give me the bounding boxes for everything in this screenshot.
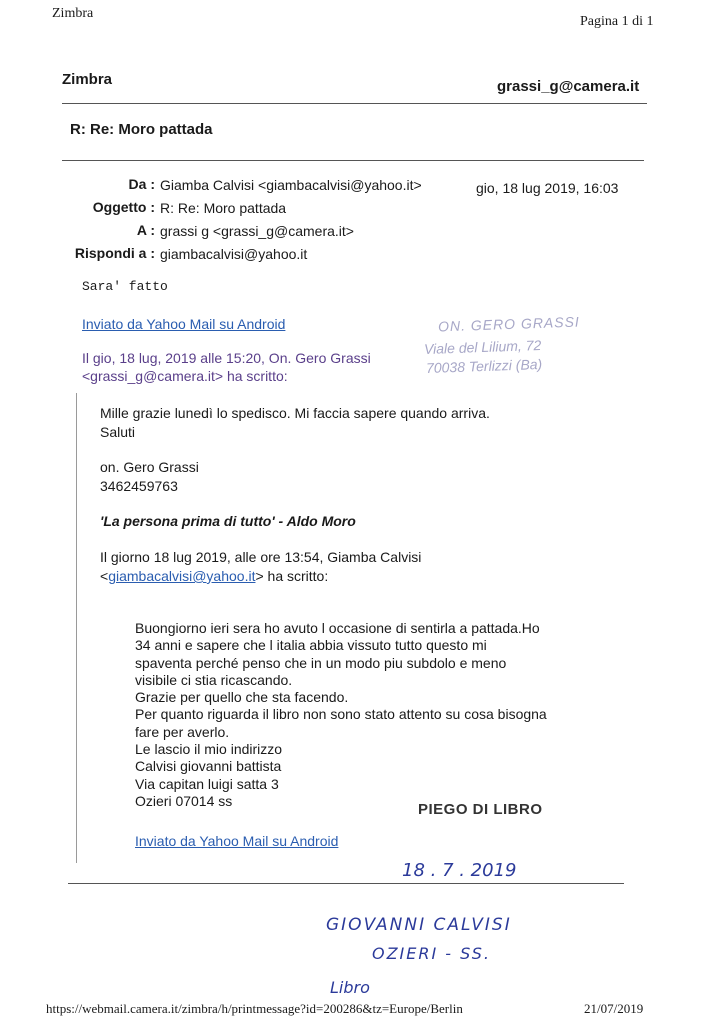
inner-intro-lt: < <box>100 568 109 584</box>
inner-message <box>135 620 547 810</box>
inner-intro-line-1: Il giorno 18 lug 2019, alle ore 13:54, Giamba Calvisi <box>100 549 422 565</box>
handwritten-note: Libro <box>330 978 370 997</box>
print-app-name: Zimbra <box>52 6 94 21</box>
inner-intro-line-2 <box>100 568 328 584</box>
subject-label: Oggetto : <box>92 199 155 215</box>
reply-text: Sara' fatto <box>82 279 168 294</box>
from-label: Da : <box>128 176 155 192</box>
print-page-number: Pagina 1 di 1 <box>580 14 654 29</box>
signature-motto: 'La persona prima di tutto' - Aldo Moro <box>100 513 356 529</box>
inner-message-line: Per quanto riguarda il libro non sono stato attento su cosa bisogna <box>135 706 547 723</box>
inner-message-line: visibile ci stia ricascando. <box>135 671 293 688</box>
subject-divider <box>62 160 644 161</box>
inner-message-line: Buongiorno ieri sera ho avuto l occasione di sentirla a pattada.Ho <box>135 620 540 636</box>
footer-divider <box>68 883 624 884</box>
inner-intro-tail: > ha scritto: <box>255 568 329 584</box>
reply-to-label: Rispondi a : <box>74 245 155 261</box>
print-url: https://webmail.camera.it/zimbra/h/printmessage?id=200286&tz=Europe/Berlin <box>46 1001 463 1016</box>
stamp-city: 70038 Terlizzi (Ba) <box>425 355 543 377</box>
inner-message-line: Ozieri 07014 ss <box>135 792 233 809</box>
to-label: A : <box>136 222 155 238</box>
quote-intro-line-1: Il gio, 18 lug, 2019 alle 15:20, On. Gero Grassi <box>82 350 371 366</box>
inner-message-line: 34 anni e sapere che l italia abbia vissuto tutto questo mi <box>135 637 487 654</box>
handwritten-place: OZIERI - SS. <box>372 944 491 963</box>
zimbra-brand: Zimbra <box>62 71 113 88</box>
quote-bar <box>76 393 77 863</box>
from-value: Giamba Calvisi <giambacalvisi@yahoo.it> <box>160 177 422 193</box>
to-value: grassi g <grassi_g@camera.it> <box>160 223 354 239</box>
yahoo-mail-link[interactable]: Inviato da Yahoo Mail su Android <box>82 316 286 332</box>
stamp-name: ON. GERO GRASSI <box>437 313 581 335</box>
signature-name: on. Gero Grassi <box>100 459 199 475</box>
inner-message-line: fare per averlo. <box>135 723 230 740</box>
stamp-street: Viale del Lilium, 72 <box>423 336 542 358</box>
quote-intro-line-2: <grassi_g@camera.it> ha scritto: <box>82 368 288 384</box>
handwritten-name: GIOVANNI CALVISI <box>326 915 512 935</box>
piego-di-libro-stamp: PIEGO DI LIBRO <box>418 801 543 818</box>
inner-intro-email-link[interactable]: giambacalvisi@yahoo.it <box>108 568 256 584</box>
inner-message-line: Grazie per quello che sta facendo. <box>135 689 349 706</box>
inner-message-line: spaventa perché penso che in un modo piu subdolo e meno <box>135 654 507 671</box>
subject-value: R: Re: Moro pattada <box>160 200 287 216</box>
account-email: grassi_g@camera.it <box>497 78 640 95</box>
reply-to-value: giambacalvisi@yahoo.it <box>160 246 308 262</box>
quote-line-1: Mille grazie lunedì lo spedisco. Mi faccia sapere quando arriva. <box>100 405 490 421</box>
inner-message-line: Via capitan luigi satta 3 <box>135 775 279 792</box>
quote-line-2: Saluti <box>100 424 136 440</box>
message-date: gio, 18 lug 2019, 16:03 <box>476 180 619 196</box>
header-divider <box>62 103 647 104</box>
inner-message-line: Calvisi giovanni battista <box>135 758 282 775</box>
print-date: 21/07/2019 <box>584 1001 644 1016</box>
handwritten-date: 18 . 7 . 2019 <box>402 860 517 881</box>
signature-phone: 3462459763 <box>100 478 178 494</box>
message-subject-title: R: Re: Moro pattada <box>70 121 213 138</box>
inner-message-line: Le lascio il mio indirizzo <box>135 741 283 758</box>
inner-yahoo-mail-link[interactable]: Inviato da Yahoo Mail su Android <box>135 833 339 849</box>
